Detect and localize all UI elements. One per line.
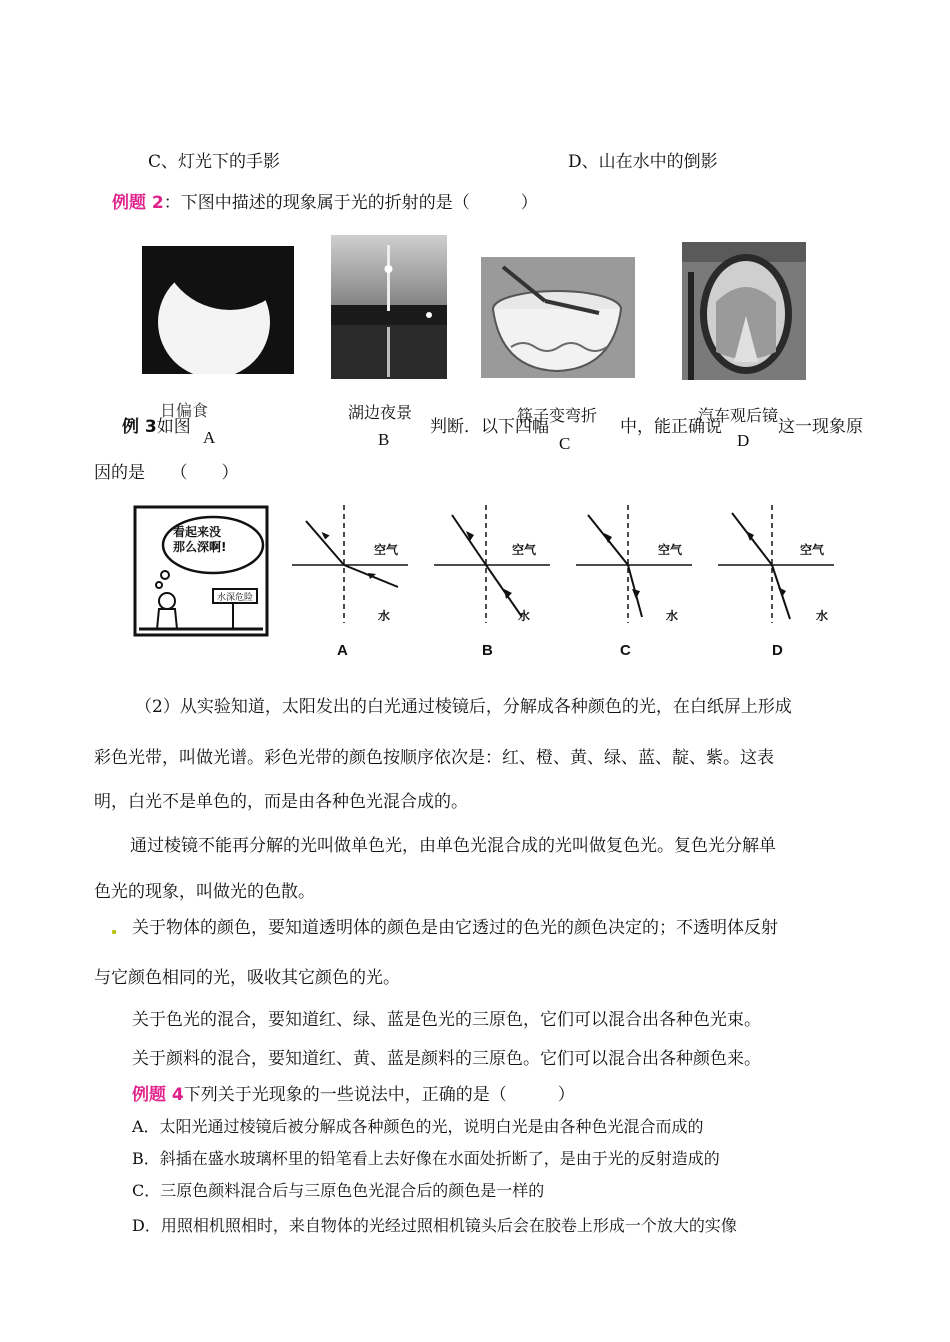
option-d-prev: D、山在水中的倒影 (568, 152, 718, 172)
convex-mirror-image (682, 242, 806, 380)
air-label: 空气 (512, 543, 537, 557)
diagram-letter-b: B (482, 642, 493, 659)
lake-night-image (331, 235, 447, 379)
paragraph-1-line-3: 明，白光不是单色的，而是由各种色光混合成的。 (94, 792, 468, 812)
refraction-diagram-b (432, 505, 552, 665)
example-3-line2: 因的是 （ ） (94, 463, 239, 483)
paragraph-2-line-1: 通过棱镜不能再分解的光叫做单色光，由单色光混合成的光叫做复色光。复色光分解单 (130, 836, 776, 856)
example-2-text: 下图中描述的现象属于光的折射的是（ ） (180, 193, 538, 213)
example-3-tag: 例 3 (122, 417, 157, 437)
water-label: 水 (666, 609, 679, 623)
paragraph-1-line-2: 彩色光带，叫做光谱。彩色光带的颜色按顺序依次是：红、橙、黄、绿、蓝、靛、紫。这表 (94, 748, 774, 768)
example-4-text: 下列关于光现象的一些说法中，正确的是（ ） (183, 1085, 575, 1105)
paragraph-5: 关于颜料的混合，要知道红、黄、蓝是颜料的三原色。它们可以混合出各种颜色来。 (132, 1049, 761, 1069)
air-label: 空气 (658, 543, 683, 557)
paragraph-3-line-2: 与它颜色相同的光，吸收其它颜色的光。 (94, 968, 400, 988)
air-label: 空气 (800, 543, 825, 557)
example-4-tag: 例题 4 (132, 1085, 184, 1105)
example-2-question (112, 188, 538, 213)
caption-d-letter: D (737, 431, 750, 450)
water-label: 水 (378, 609, 391, 623)
example-4-option-b: B．斜插在盛水玻璃杯里的铅笔看上去好像在水面处折断了，是由于光的反射造成的 (132, 1149, 720, 1168)
example-4-option-c: C．三原色颜料混合后与三原色色光混合后的颜色是一样的 (132, 1181, 545, 1200)
caption-d: 汽车观后镜 (698, 406, 779, 425)
example-4-option-d: D．用照相机照相时，来自物体的光经过照相机镜头后会在胶卷上形成一个放大的实像 (132, 1216, 737, 1235)
bullet-mark (112, 930, 116, 934)
caption-c: 筷子变弯折 (517, 406, 598, 425)
caption-a-letter: A (203, 428, 216, 447)
bowl-chopsticks-image (481, 257, 635, 378)
example-3-frag-2: 画中人出现了 (226, 417, 328, 437)
refraction-diagram-d (716, 505, 836, 665)
refraction-diagram-a (290, 505, 410, 665)
diagram-letter-d: D (772, 642, 783, 659)
air-label: 空气 (374, 543, 399, 557)
diagram-letter-a: A (337, 642, 348, 659)
diagram-letter-c: C (620, 642, 631, 659)
example-3-frag-4: 中，能正确说 (620, 417, 722, 437)
option-c-prev: C、灯光下的手影 (148, 152, 281, 172)
caption-a: 日偏食 (160, 401, 209, 420)
caption-b: 湖边夜景 (348, 403, 413, 422)
example-4-question (132, 1080, 575, 1105)
paragraph-1-line-1: （2）从实验知道，太阳发出的白光通过棱镜后，分解成各种颜色的光，在白纸屏上形成 (135, 697, 792, 717)
caption-c-letter: C (559, 434, 571, 453)
cartoon-image (133, 505, 269, 637)
example-2-colon: ： (163, 193, 181, 213)
caption-b-letter: B (378, 430, 390, 449)
water-label: 水 (816, 609, 829, 623)
example-3-frag-1: 如图 (156, 417, 191, 437)
refraction-diagram-c (574, 505, 694, 665)
example-2-tag: 例题 2 (112, 193, 164, 213)
cartoon-sign: 水深危险 (217, 593, 254, 603)
example-3-frag-3: 判断．以下四幅 (430, 417, 549, 437)
cartoon-speech: 看起来没 那么深啊! (173, 525, 227, 554)
paragraph-2-line-2: 色光的现象，叫做光的色散。 (94, 882, 315, 902)
example-3-frag-5: 这一现象原 (778, 417, 863, 437)
partial-eclipse-image (142, 246, 294, 374)
example-4-option-a: A．太阳光通过棱镜后被分解成各种颜色的光，说明白光是由各种色光混合而成的 (132, 1117, 704, 1136)
paragraph-4: 关于色光的混合，要知道红、绿、蓝是色光的三原色，它们可以混合出各种色光束。 (132, 1010, 761, 1030)
paragraph-3-line-1: 关于物体的颜色，要知道透明体的颜色是由它透过的色光的颜色决定的；不透明体反射 (132, 918, 778, 938)
example-3-line1 (122, 412, 191, 437)
water-label: 水 (518, 609, 531, 623)
